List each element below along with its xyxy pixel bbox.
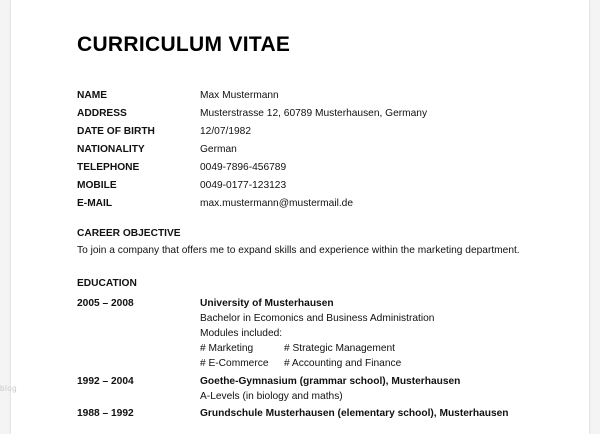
personal-row-address	[77, 105, 427, 123]
career-objective-heading: CAREER OBJECTIVE	[77, 228, 181, 239]
school-name: Goethe-Gymnasium (grammar school), Musterhausen	[200, 376, 461, 387]
education-years: 1992 – 2004	[77, 376, 134, 387]
school-name: University of Musterhausen	[200, 298, 334, 309]
email-label: E-MAIL	[77, 198, 113, 209]
nationality-value: German	[200, 144, 237, 155]
education-years: 2005 – 2008	[77, 298, 134, 309]
modules-row	[200, 356, 434, 371]
personal-row-email	[77, 195, 427, 213]
education-entry	[77, 406, 509, 421]
telephone-value: 0049-7896-456789	[200, 162, 287, 173]
personal-row-mobile	[77, 177, 427, 195]
blog-watermark: blog	[0, 384, 18, 393]
name-value: Max Mustermann	[200, 90, 279, 101]
career-objective-text: To join a company that offers me to expand skills and experience within the marketing department.	[77, 245, 520, 256]
dob-label: DATE OF BIRTH	[77, 126, 155, 137]
education-entry	[77, 374, 460, 404]
education-heading: EDUCATION	[77, 278, 137, 289]
education-details	[200, 296, 434, 371]
cv-title: CURRICULUM VITAE	[77, 33, 291, 56]
module-item: # Accounting and Finance	[284, 358, 402, 369]
cv-page	[11, 0, 589, 434]
modules-label: Modules included:	[200, 328, 283, 339]
telephone-label: TELEPHONE	[77, 162, 140, 173]
personal-details	[77, 87, 427, 213]
mobile-value: 0049-0177-123123	[200, 180, 287, 191]
personal-row-dob	[77, 123, 427, 141]
dob-value: 12/07/1982	[200, 126, 251, 137]
personal-row-telephone	[77, 159, 427, 177]
school-name: Grundschule Musterhausen (elementary school), Musterhausen	[200, 408, 509, 419]
modules-row	[200, 341, 434, 356]
education-entry	[77, 296, 434, 371]
module-item: # E-Commerce	[200, 358, 269, 369]
education-details	[200, 374, 460, 404]
education-years: 1988 – 1992	[77, 408, 134, 419]
degree-text: A-Levels (in biology and maths)	[200, 391, 343, 402]
module-item: # Marketing	[200, 343, 254, 354]
address-label: ADDRESS	[77, 108, 127, 119]
module-item: # Strategic Management	[284, 343, 395, 354]
email-value: max.mustermann@mustermail.de	[200, 198, 354, 209]
name-label: NAME	[77, 90, 107, 101]
personal-row-name	[77, 87, 427, 105]
address-value: Musterstrasse 12, 60789 Musterhausen, Germany	[200, 108, 428, 119]
mobile-label: MOBILE	[77, 180, 117, 191]
nationality-label: NATIONALITY	[77, 144, 145, 155]
personal-row-nationality	[77, 141, 427, 159]
education-details	[200, 406, 509, 421]
degree-text: Bachelor in Ecomonics and Business Administration	[200, 313, 435, 324]
